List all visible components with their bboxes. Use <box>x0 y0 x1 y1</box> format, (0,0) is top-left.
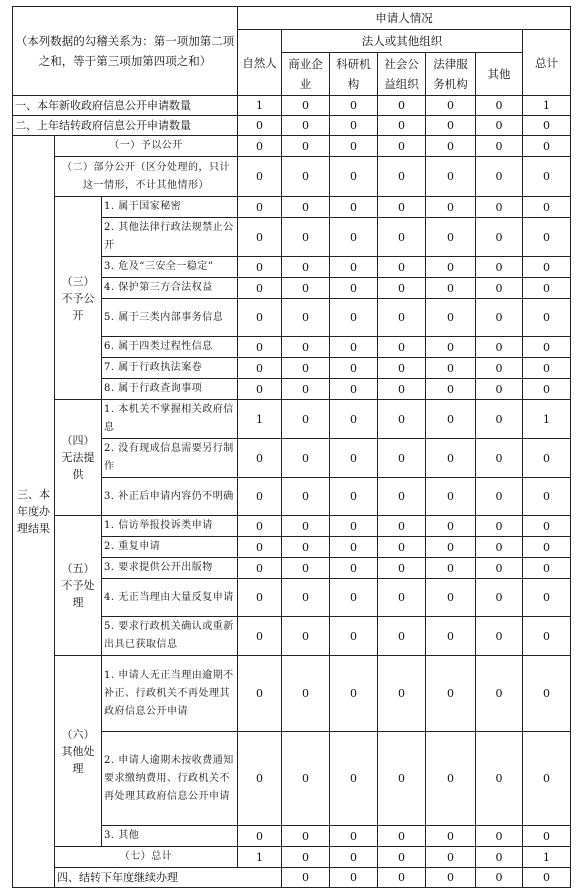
s6-item-label: 2. 申请人逾期未按收费通知要求缴纳费用、行政机关不再处理其政府信息公开申请 <box>102 732 238 826</box>
label-s7: （七）总计 <box>55 847 238 868</box>
value-cell: 0 <box>330 847 378 868</box>
value-cell: 0 <box>476 516 523 537</box>
value-cell: 0 <box>330 617 378 656</box>
value-cell: 0 <box>426 96 476 116</box>
header-research: 科研机构 <box>330 53 378 96</box>
value-cell: 0 <box>238 558 282 579</box>
value-cell: 0 <box>476 656 523 732</box>
value-cell: 0 <box>378 157 426 197</box>
value-cell: 0 <box>238 579 282 617</box>
value-cell: 0 <box>378 656 426 732</box>
value-cell: 0 <box>330 656 378 732</box>
row-carried-over <box>13 116 571 136</box>
value-cell: 0 <box>330 96 378 116</box>
label-s1: （一）予以公开 <box>55 136 238 157</box>
s5-item-label: 5. 要求行政机关确认或重新出具已获取信息 <box>102 617 238 656</box>
value-cell: 0 <box>426 136 476 157</box>
value-cell: 0 <box>282 96 330 116</box>
row-s4-item <box>13 400 571 439</box>
s6-item-label: 3. 其他 <box>102 826 238 847</box>
value-cell: 0 <box>282 197 330 218</box>
value-cell: 0 <box>523 617 571 656</box>
value-cell: 0 <box>238 617 282 656</box>
row-s1 <box>13 136 571 157</box>
value-cell: 0 <box>330 278 378 299</box>
value-cell: 0 <box>426 516 476 537</box>
value-cell: 0 <box>330 299 378 337</box>
value-cell: 0 <box>426 358 476 379</box>
row-s3-item <box>13 197 571 218</box>
value-cell: 0 <box>330 579 378 617</box>
value-cell: 0 <box>282 558 330 579</box>
value-cell: 0 <box>523 558 571 579</box>
value-cell: 0 <box>330 257 378 278</box>
value-cell: 1 <box>238 847 282 868</box>
value-cell: 0 <box>378 299 426 337</box>
value-cell: 0 <box>238 732 282 826</box>
value-cell: 0 <box>282 379 330 400</box>
value-cell: 0 <box>238 358 282 379</box>
value-cell: 0 <box>523 439 571 478</box>
value-cell: 0 <box>426 826 476 847</box>
value-cell: 0 <box>523 826 571 847</box>
value-cell: 0 <box>523 218 571 257</box>
value-cell: 0 <box>476 847 523 868</box>
value-cell: 0 <box>378 116 426 136</box>
value-cell: 0 <box>426 558 476 579</box>
value-cell: 0 <box>378 358 426 379</box>
value-cell: 0 <box>378 257 426 278</box>
value-cell: 0 <box>523 732 571 826</box>
s3-item-label: 5. 属于三类内部事务信息 <box>102 299 238 337</box>
value-cell: 0 <box>330 558 378 579</box>
row-s7 <box>13 847 571 868</box>
value-cell: 0 <box>476 579 523 617</box>
value-cell: 0 <box>238 136 282 157</box>
value-cell: 0 <box>282 516 330 537</box>
s3-item-label: 6. 属于四类过程性信息 <box>102 337 238 358</box>
value-cell: 0 <box>282 157 330 197</box>
value-cell: 0 <box>523 136 571 157</box>
value-cell: 0 <box>282 847 330 868</box>
value-cell: 0 <box>476 299 523 337</box>
value-cell: 0 <box>476 278 523 299</box>
value-cell: 1 <box>238 400 282 439</box>
value-cell: 0 <box>330 478 378 516</box>
value-cell: 0 <box>476 537 523 558</box>
value-cell: 0 <box>476 116 523 136</box>
value-cell: 0 <box>426 400 476 439</box>
value-cell: 0 <box>378 96 426 116</box>
value-cell: 0 <box>426 337 476 358</box>
value-cell: 0 <box>426 579 476 617</box>
label-next-year: 四、结转下年度继续办理 <box>55 868 282 888</box>
s6-item-label: 1. 申请人无正当理由逾期不补正、行政机关不再处理其政府信息公开申请 <box>102 656 238 732</box>
value-cell: 0 <box>330 732 378 826</box>
value-cell: 0 <box>523 197 571 218</box>
label-results: 三、本年度办理结果 <box>13 136 55 888</box>
s5-item-label: 4. 无正当理由大量反复申请 <box>102 579 238 617</box>
value-cell: 0 <box>238 257 282 278</box>
value-cell: 0 <box>523 579 571 617</box>
value-cell: 0 <box>426 278 476 299</box>
value-cell: 0 <box>426 537 476 558</box>
value-cell: 0 <box>426 116 476 136</box>
value-cell: 0 <box>378 218 426 257</box>
value-cell: 0 <box>238 656 282 732</box>
value-cell: 0 <box>238 218 282 257</box>
label-s2: （二）部分公开（区分处理的，只计这一情形，不计其他情形） <box>55 157 238 197</box>
value-cell: 0 <box>330 400 378 439</box>
value-cell: 0 <box>476 732 523 826</box>
value-cell: 0 <box>238 826 282 847</box>
header-social: 社会公益组织 <box>378 53 426 96</box>
s3-item-label: 7. 属于行政执法案卷 <box>102 358 238 379</box>
value-cell: 0 <box>378 826 426 847</box>
s3-item-label: 1. 属于国家秘密 <box>102 197 238 218</box>
value-cell: 0 <box>282 617 330 656</box>
value-cell: 0 <box>476 617 523 656</box>
value-cell: 0 <box>426 157 476 197</box>
value-cell: 0 <box>523 116 571 136</box>
row-s2 <box>13 157 571 197</box>
label-s5: （五）不予处理 <box>55 516 102 656</box>
value-cell: 0 <box>476 379 523 400</box>
value-cell: 0 <box>330 439 378 478</box>
value-cell: 0 <box>378 516 426 537</box>
value-cell: 0 <box>330 537 378 558</box>
value-cell: 0 <box>426 847 476 868</box>
value-cell: 0 <box>523 337 571 358</box>
value-cell: 0 <box>378 558 426 579</box>
value-cell: 1 <box>523 847 571 868</box>
value-cell: 0 <box>238 116 282 136</box>
value-cell: 0 <box>426 257 476 278</box>
label-s4: （四）无法提供 <box>55 400 102 516</box>
value-cell: 0 <box>426 617 476 656</box>
value-cell: 0 <box>476 439 523 478</box>
value-cell: 0 <box>476 558 523 579</box>
value-cell: 0 <box>523 537 571 558</box>
value-cell: 0 <box>238 439 282 478</box>
value-cell: 0 <box>238 197 282 218</box>
value-cell: 0 <box>330 826 378 847</box>
header-note: （本列数据的勾稽关系为：第一项加第二项之和，等于第三项加第四项之和） <box>13 7 238 96</box>
value-cell: 0 <box>426 299 476 337</box>
label-s3: （三）不予公开 <box>55 197 102 400</box>
value-cell: 0 <box>523 358 571 379</box>
value-cell: 0 <box>476 868 523 888</box>
s4-item-label: 2. 没有现成信息需要另行制作 <box>102 439 238 478</box>
value-cell: 0 <box>282 826 330 847</box>
label-new-requests: 一、本年新收政府信息公开申请数量 <box>13 96 238 116</box>
value-cell: 0 <box>282 439 330 478</box>
value-cell: 0 <box>330 337 378 358</box>
value-cell: 0 <box>523 478 571 516</box>
value-cell: 0 <box>378 579 426 617</box>
s3-item-label: 8. 属于行政查询事项 <box>102 379 238 400</box>
value-cell: 0 <box>523 299 571 337</box>
value-cell: 0 <box>523 516 571 537</box>
value-cell: 0 <box>238 337 282 358</box>
value-cell: 0 <box>282 537 330 558</box>
value-cell: 0 <box>476 400 523 439</box>
s5-item-label: 3. 要求提供公开出版物 <box>102 558 238 579</box>
value-cell: 0 <box>523 278 571 299</box>
value-cell: 0 <box>378 847 426 868</box>
value-cell: 0 <box>378 478 426 516</box>
value-cell: 0 <box>378 379 426 400</box>
s3-item-label: 3. 危及“三安全一稳定” <box>102 257 238 278</box>
value-cell: 0 <box>378 337 426 358</box>
value-cell: 0 <box>378 439 426 478</box>
value-cell: 0 <box>330 868 378 888</box>
value-cell: 0 <box>426 868 476 888</box>
value-cell: 0 <box>282 579 330 617</box>
value-cell: 0 <box>476 337 523 358</box>
value-cell: 0 <box>282 116 330 136</box>
value-cell: 0 <box>426 197 476 218</box>
value-cell: 0 <box>426 656 476 732</box>
value-cell: 0 <box>378 278 426 299</box>
value-cell: 0 <box>238 537 282 558</box>
value-cell: 0 <box>282 337 330 358</box>
value-cell: 0 <box>282 278 330 299</box>
value-cell: 0 <box>282 656 330 732</box>
s3-item-label: 4. 保护第三方合法权益 <box>102 278 238 299</box>
value-cell: 0 <box>282 478 330 516</box>
value-cell: 0 <box>330 136 378 157</box>
row-s6-item <box>13 656 571 732</box>
s4-item-label: 3. 补正后申请内容仍不明确 <box>102 478 238 516</box>
value-cell: 1 <box>523 400 571 439</box>
value-cell: 0 <box>238 157 282 197</box>
value-cell: 0 <box>238 478 282 516</box>
label-carried-over: 二、上年结转政府信息公开申请数量 <box>13 116 238 136</box>
value-cell: 0 <box>476 358 523 379</box>
value-cell: 0 <box>330 358 378 379</box>
value-cell: 0 <box>330 516 378 537</box>
header-natural-person: 自然人 <box>238 30 282 96</box>
value-cell: 0 <box>238 379 282 400</box>
row-next-year <box>13 868 571 888</box>
value-cell: 0 <box>378 537 426 558</box>
value-cell: 0 <box>238 299 282 337</box>
header-applicant: 申请人情况 <box>238 7 571 30</box>
value-cell: 0 <box>330 197 378 218</box>
value-cell: 0 <box>476 257 523 278</box>
value-cell: 0 <box>282 868 330 888</box>
value-cell: 0 <box>523 379 571 400</box>
value-cell: 0 <box>476 218 523 257</box>
value-cell: 0 <box>523 868 571 888</box>
value-cell: 0 <box>378 868 426 888</box>
value-cell: 0 <box>330 116 378 136</box>
s4-item-label: 1. 本机关不掌握相关政府信息 <box>102 400 238 439</box>
label-s6: （六）其他处理 <box>55 656 102 847</box>
s5-item-label: 1. 信访举报投诉类申请 <box>102 516 238 537</box>
value-cell: 0 <box>282 400 330 439</box>
value-cell: 0 <box>523 157 571 197</box>
value-cell: 0 <box>282 257 330 278</box>
value-cell: 0 <box>523 656 571 732</box>
value-cell: 0 <box>476 136 523 157</box>
header-legal-service: 法律服务机构 <box>426 53 476 96</box>
value-cell: 1 <box>238 96 282 116</box>
row-new-requests <box>13 96 571 116</box>
value-cell: 0 <box>378 400 426 439</box>
value-cell: 0 <box>378 136 426 157</box>
value-cell: 0 <box>238 278 282 299</box>
value-cell: 0 <box>238 516 282 537</box>
gov-info-disclosure-table <box>12 6 571 888</box>
value-cell: 0 <box>426 439 476 478</box>
value-cell: 0 <box>426 732 476 826</box>
value-cell: 0 <box>426 478 476 516</box>
value-cell: 0 <box>476 478 523 516</box>
value-cell: 1 <box>523 96 571 116</box>
value-cell: 0 <box>476 197 523 218</box>
value-cell: 0 <box>426 218 476 257</box>
s5-item-label: 2. 重复申请 <box>102 537 238 558</box>
value-cell: 0 <box>330 379 378 400</box>
value-cell: 0 <box>378 732 426 826</box>
header-total: 总计 <box>523 30 571 96</box>
value-cell: 0 <box>282 732 330 826</box>
value-cell: 0 <box>476 96 523 116</box>
value-cell: 0 <box>282 299 330 337</box>
header-other: 其他 <box>476 53 523 96</box>
value-cell: 0 <box>378 617 426 656</box>
row-s5-item <box>13 516 571 537</box>
value-cell: 0 <box>378 197 426 218</box>
value-cell: 0 <box>282 218 330 257</box>
value-cell: 0 <box>476 826 523 847</box>
value-cell: 0 <box>282 358 330 379</box>
value-cell: 0 <box>282 136 330 157</box>
s3-item-label: 2. 其他法律行政法规禁止公开 <box>102 218 238 257</box>
header-legal-group: 法人或其他组织 <box>282 30 523 53</box>
value-cell: 0 <box>523 257 571 278</box>
header-commercial: 商业企业 <box>282 53 330 96</box>
value-cell: 0 <box>330 157 378 197</box>
value-cell: 0 <box>426 379 476 400</box>
value-cell: 0 <box>476 157 523 197</box>
value-cell: 0 <box>330 218 378 257</box>
